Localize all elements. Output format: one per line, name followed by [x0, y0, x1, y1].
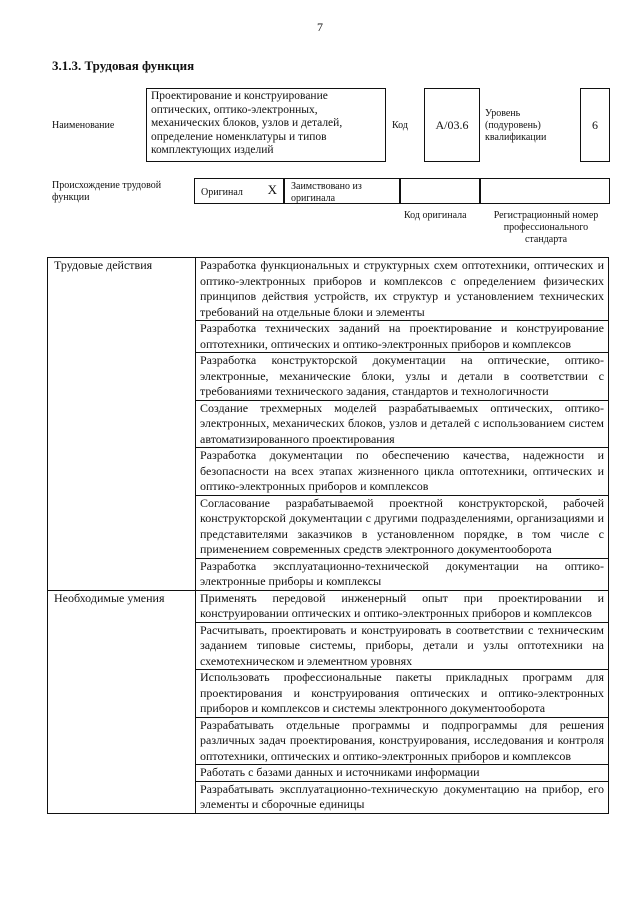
function-name-box: [146, 88, 386, 162]
code-box: [424, 88, 480, 162]
table-body: [48, 258, 609, 814]
code-value: A/03.6: [435, 117, 469, 132]
table-row: [48, 590, 609, 622]
reg-number-cell: [480, 178, 610, 204]
item-cell: Создание трехмерных моделей разрабатываемых оптических, оптико-электронных, механических блоков, узлов и деталей с использованием систем автоматизированного проектирования: [196, 400, 609, 448]
item-cell: Разработка конструкторской документации на оптические, оптико-электронные, механические блоки, узлы и детали в соответствии с требованиями технического задания, стандартов и технологичности: [196, 353, 609, 401]
function-name: Проектирование и конструирование оптических, оптико-электронных, механических блоков, узлов и деталей, определение номенклатуры и типов комплектующих изделий: [151, 90, 343, 156]
item-cell: Разработка функциональных и структурных схем оптотехники, оптических и оптико-электронных приборов и комплексов с определением физических принципов действия устройств, их структур и установлением технических требований на отдельные блоки и элементы: [196, 258, 609, 321]
page-number: 7: [317, 20, 323, 34]
reg-number-caption: Регистрационный номер профессионального стандарта: [493, 210, 599, 245]
item-cell: Работать с базами данных и источниками информации: [196, 765, 609, 782]
original-mark: X: [267, 182, 277, 197]
item-cell: Разрабатывать эксплуатационно-техническую документацию на прибор, его элементы и сборочные единицы: [196, 781, 609, 813]
name-label: Наименование: [52, 120, 115, 131]
borrowed-label: Заимствовано из оригинала: [291, 181, 362, 204]
code-original-cell: [400, 178, 480, 204]
original-label: Оригинал: [201, 187, 243, 198]
category-cell: Трудовые действия: [48, 258, 196, 591]
category-cell: Необходимые умения: [48, 590, 196, 813]
item-cell: Согласование разрабатываемой проектной конструкторской, рабочей конструкторской документации с другими подразделениями, организациями и представителями заказчиков в установленном порядке, в том числе с применением современных средств электронного документооборота: [196, 495, 609, 558]
item-cell: Расчитывать, проектировать и конструировать в соответствии с техническим заданием типовые системы, приборы, детали и узлы оптотехники на схемотехническом и элементном уровнях: [196, 622, 609, 670]
section-title: 3.1.3. Трудовая функция: [52, 58, 195, 73]
labor-function-table: [47, 257, 609, 814]
code-label: Код: [392, 120, 408, 131]
item-cell: Разработка эксплуатационно-технической документации на оптико-электронные приборы и комплексы: [196, 558, 609, 590]
item-cell: Применять передовой инженерный опыт при проектировании и конструировании оптических и оптико-электронных приборов и комплексов: [196, 590, 609, 622]
borrowed-cell: [284, 178, 400, 204]
origin-label: Происхождение трудовой функции: [52, 180, 162, 203]
item-cell: Разработка документации по обеспечению качества, надежности и безопасности на всех этапах жизненного цикла оптотехники, оптических и оптико-электронных приборов и комплексов: [196, 448, 609, 496]
level-label: Уровень (подуровень) квалификации: [485, 108, 547, 143]
code-original-caption: Код оригинала: [404, 210, 467, 221]
level-box: [580, 88, 610, 162]
item-cell: Использовать профессиональные пакеты прикладных программ для проектирования и конструирования оптических и оптико-электронных приборов и комплексов и системы электронного документооборота: [196, 670, 609, 718]
table-row: [48, 258, 609, 321]
level-value: 6: [592, 117, 598, 132]
item-cell: Разрабатывать отдельные программы и подпрограммы для решения различных задач проектирования, конструирования, исследования и контроля оптотехники, оптических и оптико-электронных приборов и комплексов: [196, 717, 609, 765]
original-cell: [194, 178, 284, 204]
item-cell: Разработка технических заданий на проектирование и конструирование оптотехники, оптических и оптико-электронных приборов и комплексов: [196, 321, 609, 353]
